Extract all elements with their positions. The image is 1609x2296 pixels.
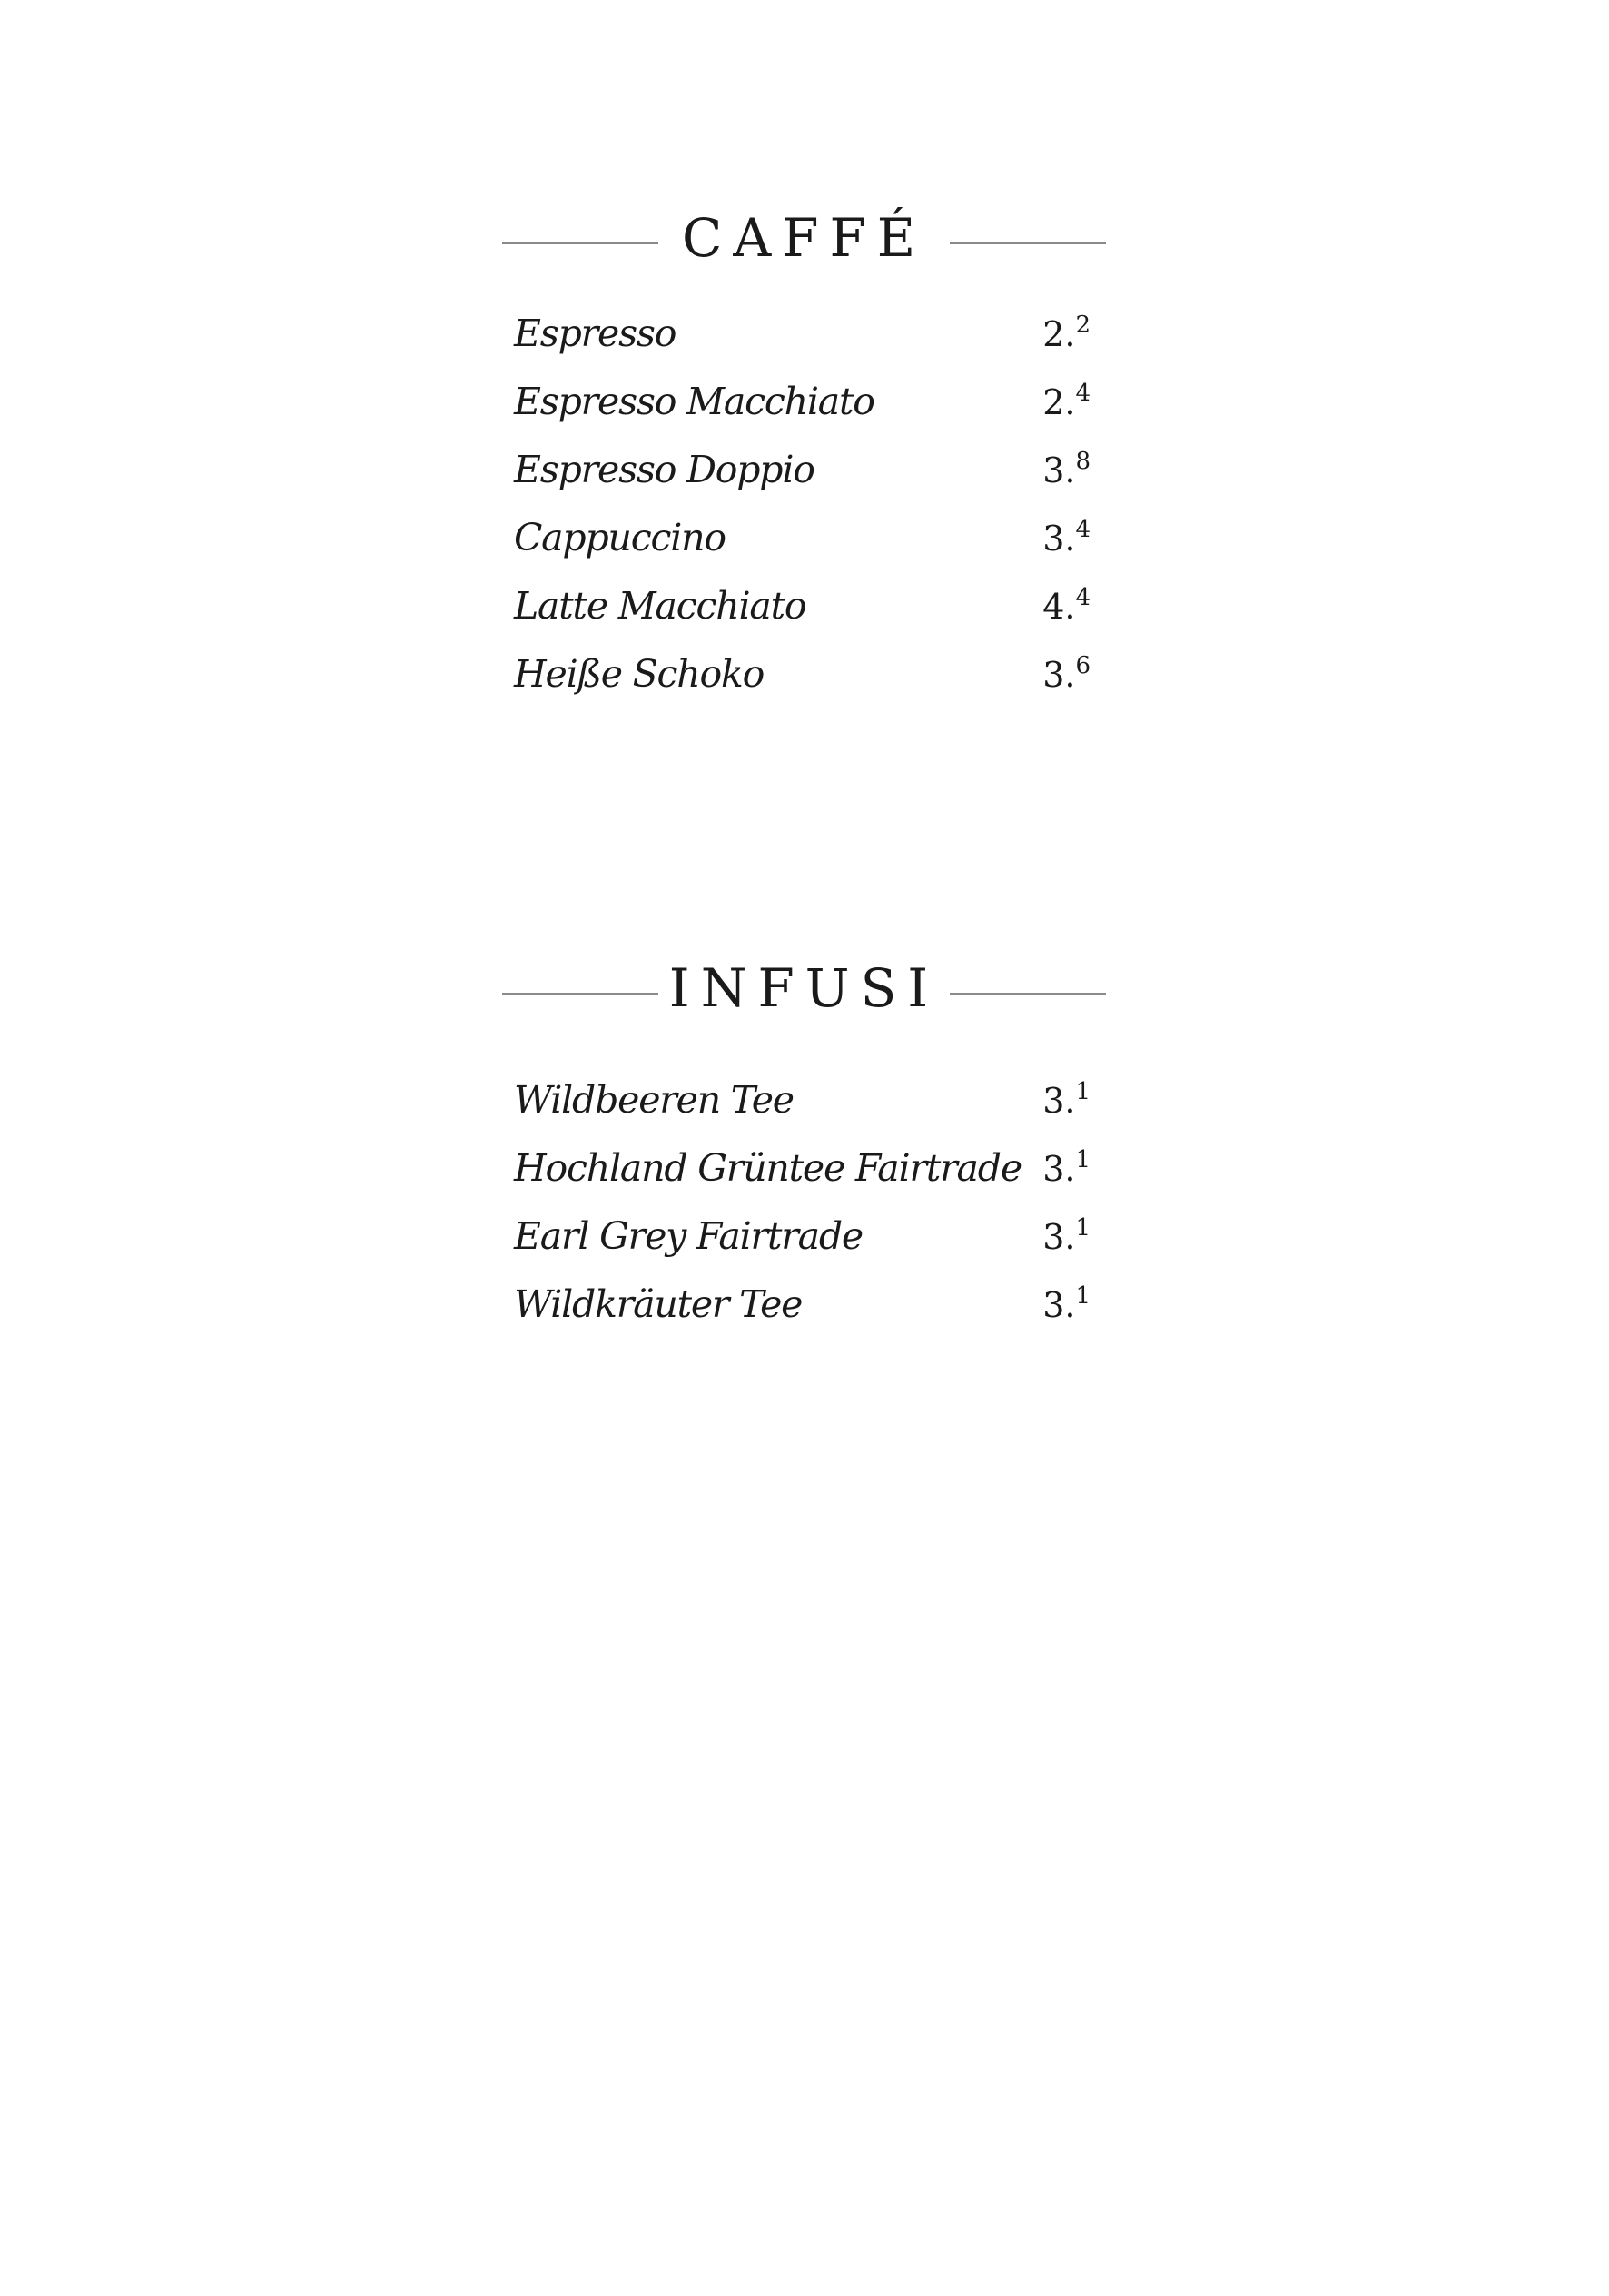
section-title: CAFFÉ bbox=[681, 207, 927, 269]
menu-item-price bbox=[1042, 437, 1106, 505]
price-decimal: 1 bbox=[1075, 1146, 1091, 1173]
menu-item-name: Latte Macchiato bbox=[514, 584, 806, 628]
menu-item-price bbox=[1042, 1067, 1106, 1135]
menu-item bbox=[514, 640, 1106, 708]
price-main: 3. bbox=[1042, 655, 1076, 695]
menu-item-name: Hochland Grüntee Fairtrade bbox=[514, 1146, 1022, 1190]
menu-item-name: Earl Grey Fairtrade bbox=[514, 1214, 863, 1258]
menu-item-name: Espresso bbox=[514, 312, 676, 355]
menu-item bbox=[514, 368, 1106, 436]
price-main: 3. bbox=[1042, 1285, 1076, 1325]
section-title: INFUSI bbox=[668, 957, 940, 1019]
menu-item-price bbox=[1042, 301, 1106, 369]
menu-item-price bbox=[1042, 573, 1106, 641]
menu-item-list bbox=[502, 1066, 1106, 1339]
menu-item-list bbox=[502, 300, 1106, 708]
menu-item bbox=[514, 1066, 1106, 1134]
price-decimal: 4 bbox=[1075, 584, 1091, 611]
menu-item bbox=[514, 1202, 1106, 1271]
menu-section-infusi bbox=[502, 952, 1106, 1339]
section-heading bbox=[502, 202, 1106, 274]
menu-item-name: Espresso Doppio bbox=[514, 448, 814, 491]
price-main: 3. bbox=[1042, 1081, 1076, 1121]
menu-item bbox=[514, 1134, 1106, 1202]
menu-item bbox=[514, 572, 1106, 640]
menu-item-price bbox=[1042, 641, 1106, 709]
heading-divider-right bbox=[950, 242, 1106, 244]
menu-item bbox=[514, 1271, 1106, 1339]
menu-item bbox=[514, 300, 1106, 368]
menu-item bbox=[514, 504, 1106, 572]
heading-divider-right bbox=[950, 993, 1106, 995]
menu-section-caffe bbox=[502, 202, 1106, 708]
price-main: 3. bbox=[1042, 1149, 1076, 1189]
menu-item-price bbox=[1042, 1135, 1106, 1203]
menu-item-name: Wildbeeren Tee bbox=[514, 1078, 794, 1122]
price-main: 2. bbox=[1042, 382, 1076, 422]
menu-item-name: Heiße Schoko bbox=[514, 652, 765, 696]
menu-item-name: Wildkräuter Tee bbox=[514, 1282, 803, 1326]
price-decimal: 1 bbox=[1075, 1078, 1091, 1105]
price-main: 3. bbox=[1042, 1217, 1076, 1257]
menu-item-name: Cappuccino bbox=[514, 516, 726, 559]
menu-item-name: Espresso Macchiato bbox=[514, 380, 874, 423]
price-decimal: 6 bbox=[1075, 652, 1091, 679]
price-decimal: 8 bbox=[1075, 448, 1091, 475]
price-main: 2. bbox=[1042, 314, 1076, 354]
price-decimal: 4 bbox=[1075, 380, 1091, 407]
price-main: 3. bbox=[1042, 519, 1076, 559]
menu-item bbox=[514, 436, 1106, 504]
price-decimal: 2 bbox=[1075, 312, 1091, 339]
menu-item-price bbox=[1042, 1272, 1106, 1340]
menu-item-price bbox=[1042, 505, 1106, 573]
price-decimal: 1 bbox=[1075, 1214, 1091, 1242]
section-heading bbox=[502, 952, 1106, 1024]
price-decimal: 4 bbox=[1075, 516, 1091, 543]
price-main: 3. bbox=[1042, 450, 1076, 490]
price-decimal: 1 bbox=[1075, 1282, 1091, 1310]
price-main: 4. bbox=[1042, 587, 1076, 627]
menu-item-price bbox=[1042, 1203, 1106, 1272]
menu-item-price bbox=[1042, 369, 1106, 437]
